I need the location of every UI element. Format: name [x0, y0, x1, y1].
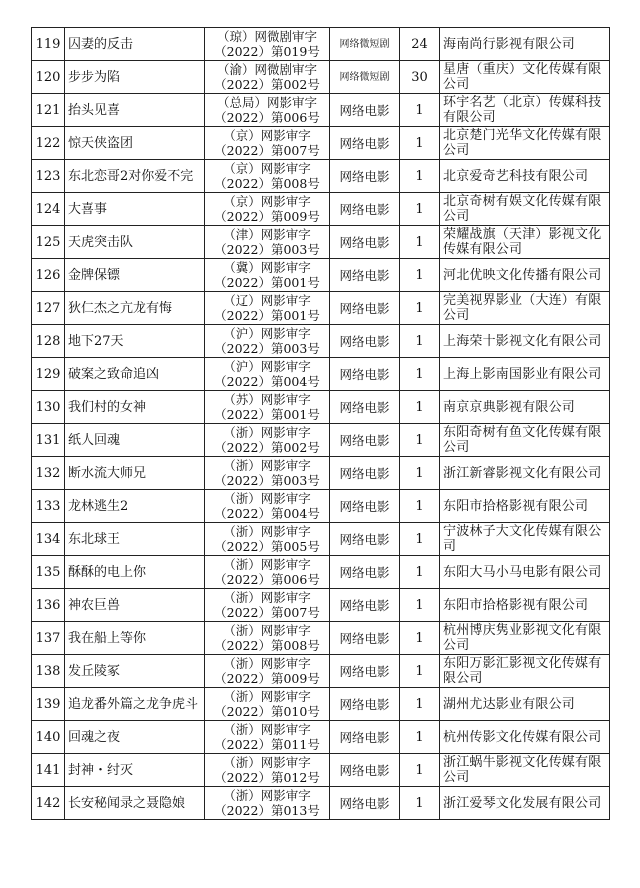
license-number	[205, 589, 330, 622]
table-row	[32, 424, 610, 457]
license-line-1: （浙）网影审字	[223, 689, 311, 704]
table-row	[32, 193, 610, 226]
row-number: 124	[32, 193, 65, 226]
production-company: 北京爱奇艺科技有限公司	[440, 160, 610, 193]
table-row	[32, 358, 610, 391]
episode-count: 1	[400, 490, 440, 523]
table-row	[32, 226, 610, 259]
episode-count: 1	[400, 391, 440, 424]
production-company: 湖州尤达影业有限公司	[440, 688, 610, 721]
work-title: 破案之致命追凶	[65, 358, 205, 391]
table-row	[32, 28, 610, 61]
license-number	[205, 754, 330, 787]
license-line-2: （2022）第008号	[214, 176, 320, 191]
row-number: 127	[32, 292, 65, 325]
table-row	[32, 556, 610, 589]
license-line-2: （2022）第001号	[214, 275, 320, 290]
license-line-1: （辽）网影审字	[223, 293, 311, 308]
license-line-2: （2022）第011号	[214, 737, 320, 752]
table-row	[32, 325, 610, 358]
license-number	[205, 556, 330, 589]
row-number: 133	[32, 490, 65, 523]
table-row	[32, 523, 610, 556]
row-number: 141	[32, 754, 65, 787]
work-type: 网络电影	[330, 259, 400, 292]
table-row	[32, 490, 610, 523]
episode-count: 30	[400, 61, 440, 94]
license-number	[205, 127, 330, 160]
license-line-1: （浙）网影审字	[223, 755, 311, 770]
license-line-2: （2022）第006号	[214, 572, 320, 587]
license-number	[205, 226, 330, 259]
production-company: 杭州博庆隽业影视文化有限公司	[440, 622, 610, 655]
episode-count: 1	[400, 589, 440, 622]
license-line-2: （2022）第013号	[214, 803, 320, 818]
work-title: 地下27天	[65, 325, 205, 358]
license-number	[205, 688, 330, 721]
work-title: 我在船上等你	[65, 622, 205, 655]
work-title: 金牌保镖	[65, 259, 205, 292]
row-number: 136	[32, 589, 65, 622]
row-number: 123	[32, 160, 65, 193]
row-number: 132	[32, 457, 65, 490]
production-company: 河北优映文化传播有限公司	[440, 259, 610, 292]
license-line-1: （浙）网影审字	[223, 623, 311, 638]
production-company: 杭州传影文化传媒有限公司	[440, 721, 610, 754]
work-type: 网络微短剧	[330, 28, 400, 61]
work-title: 大喜事	[65, 193, 205, 226]
production-company: 东阳市拾格影视有限公司	[440, 589, 610, 622]
license-line-2: （2022）第003号	[214, 341, 320, 356]
row-number: 128	[32, 325, 65, 358]
license-number	[205, 490, 330, 523]
work-title: 抬头见喜	[65, 94, 205, 127]
work-type: 网络电影	[330, 193, 400, 226]
license-line-1: （浙）网影审字	[223, 557, 311, 572]
license-line-1: （琼）网微剧审字	[216, 29, 317, 44]
table-row	[32, 655, 610, 688]
license-line-2: （2022）第007号	[214, 605, 320, 620]
production-company: 星唐（重庆）文化传媒有限公司	[440, 61, 610, 94]
row-number: 131	[32, 424, 65, 457]
license-line-2: （2022）第002号	[214, 440, 320, 455]
work-type: 网络电影	[330, 523, 400, 556]
table-row	[32, 259, 610, 292]
license-number	[205, 523, 330, 556]
production-company: 东阳奇树有鱼文化传媒有限公司	[440, 424, 610, 457]
work-title: 天虎突击队	[65, 226, 205, 259]
license-number	[205, 358, 330, 391]
row-number: 130	[32, 391, 65, 424]
license-line-2: （2022）第005号	[214, 539, 320, 554]
production-company: 海南尚行影视有限公司	[440, 28, 610, 61]
production-company: 上海荣十影视文化有限公司	[440, 325, 610, 358]
license-number	[205, 787, 330, 820]
episode-count: 1	[400, 655, 440, 688]
license-number	[205, 259, 330, 292]
license-line-2: （2022）第002号	[214, 77, 320, 92]
episode-count: 1	[400, 358, 440, 391]
work-type: 网络电影	[330, 622, 400, 655]
episode-count: 1	[400, 424, 440, 457]
license-line-1: （京）网影审字	[223, 194, 311, 209]
license-line-1: （津）网影审字	[223, 227, 311, 242]
work-type: 网络电影	[330, 424, 400, 457]
episode-count: 1	[400, 226, 440, 259]
work-title: 步步为陷	[65, 61, 205, 94]
work-type: 网络电影	[330, 127, 400, 160]
work-title: 我们村的女神	[65, 391, 205, 424]
work-title: 龙林逃生2	[65, 490, 205, 523]
row-number: 120	[32, 61, 65, 94]
license-line-1: （浙）网影审字	[223, 458, 311, 473]
work-type: 网络电影	[330, 589, 400, 622]
work-title: 长安秘闻录之聂隐娘	[65, 787, 205, 820]
license-line-1: （浙）网影审字	[223, 524, 311, 539]
license-line-1: （苏）网影审字	[223, 392, 311, 407]
license-line-1: （渝）网微剧审字	[216, 62, 317, 77]
work-type: 网络电影	[330, 457, 400, 490]
table-row	[32, 622, 610, 655]
license-line-2: （2022）第019号	[214, 44, 320, 59]
license-number	[205, 61, 330, 94]
episode-count: 24	[400, 28, 440, 61]
license-number	[205, 160, 330, 193]
row-number: 142	[32, 787, 65, 820]
license-line-2: （2022）第003号	[214, 473, 320, 488]
episode-count: 1	[400, 193, 440, 226]
table-row	[32, 61, 610, 94]
work-type: 网络电影	[330, 94, 400, 127]
license-number	[205, 28, 330, 61]
work-title: 神农巨兽	[65, 589, 205, 622]
table-row	[32, 391, 610, 424]
episode-count: 1	[400, 127, 440, 160]
work-type: 网络电影	[330, 721, 400, 754]
work-title: 追龙番外篇之龙争虎斗	[65, 688, 205, 721]
episode-count: 1	[400, 556, 440, 589]
row-number: 122	[32, 127, 65, 160]
approval-table	[31, 27, 610, 820]
table-row	[32, 787, 610, 820]
work-type: 网络电影	[330, 358, 400, 391]
episode-count: 1	[400, 787, 440, 820]
license-line-2: （2022）第004号	[214, 374, 320, 389]
production-company: 东阳大马小马电影有限公司	[440, 556, 610, 589]
license-line-1: （浙）网影审字	[223, 491, 311, 506]
license-number	[205, 325, 330, 358]
row-number: 121	[32, 94, 65, 127]
license-number	[205, 655, 330, 688]
license-line-2: （2022）第001号	[214, 308, 320, 323]
license-number	[205, 391, 330, 424]
production-company: 宁波林子大文化传媒有限公司	[440, 523, 610, 556]
license-line-1: （浙）网影审字	[223, 788, 311, 803]
work-title: 发丘陵冢	[65, 655, 205, 688]
production-company: 浙江蜗牛影视文化传媒有限公司	[440, 754, 610, 787]
license-line-2: （2022）第004号	[214, 506, 320, 521]
production-company: 荣耀战旗（天津）影视文化传媒有限公司	[440, 226, 610, 259]
row-number: 139	[32, 688, 65, 721]
table-row	[32, 721, 610, 754]
work-type: 网络电影	[330, 688, 400, 721]
work-title: 东北恋哥2对你爱不完	[65, 160, 205, 193]
episode-count: 1	[400, 622, 440, 655]
episode-count: 1	[400, 688, 440, 721]
table-row	[32, 160, 610, 193]
work-type: 网络微短剧	[330, 61, 400, 94]
row-number: 137	[32, 622, 65, 655]
work-title: 纸人回魂	[65, 424, 205, 457]
license-line-2: （2022）第009号	[214, 671, 320, 686]
episode-count: 1	[400, 292, 440, 325]
work-title: 封神・纣灭	[65, 754, 205, 787]
episode-count: 1	[400, 259, 440, 292]
work-type: 网络电影	[330, 391, 400, 424]
license-line-2: （2022）第008号	[214, 638, 320, 653]
work-type: 网络电影	[330, 325, 400, 358]
license-line-1: （京）网影审字	[223, 161, 311, 176]
row-number: 140	[32, 721, 65, 754]
work-title: 惊天侠盗团	[65, 127, 205, 160]
production-company: 南京京典影视有限公司	[440, 391, 610, 424]
work-type: 网络电影	[330, 292, 400, 325]
work-title: 回魂之夜	[65, 721, 205, 754]
row-number: 134	[32, 523, 65, 556]
license-line-1: （京）网影审字	[223, 128, 311, 143]
work-type: 网络电影	[330, 556, 400, 589]
license-line-1: （沪）网影审字	[223, 326, 311, 341]
table-row	[32, 457, 610, 490]
license-line-2: （2022）第007号	[214, 143, 320, 158]
license-number	[205, 94, 330, 127]
license-line-2: （2022）第001号	[214, 407, 320, 422]
table-row	[32, 127, 610, 160]
work-type: 网络电影	[330, 754, 400, 787]
row-number: 126	[32, 259, 65, 292]
work-type: 网络电影	[330, 226, 400, 259]
license-line-1: （总局）网影审字	[216, 95, 317, 110]
episode-count: 1	[400, 160, 440, 193]
license-line-2: （2022）第010号	[214, 704, 320, 719]
production-company: 东阳市拾格影视有限公司	[440, 490, 610, 523]
license-line-2: （2022）第003号	[214, 242, 320, 257]
episode-count: 1	[400, 754, 440, 787]
license-number	[205, 622, 330, 655]
production-company: 浙江新睿影视文化有限公司	[440, 457, 610, 490]
production-company: 北京奇树有娱文化传媒有限公司	[440, 193, 610, 226]
license-line-1: （冀）网影审字	[223, 260, 311, 275]
episode-count: 1	[400, 721, 440, 754]
row-number: 129	[32, 358, 65, 391]
license-number	[205, 457, 330, 490]
work-type: 网络电影	[330, 655, 400, 688]
table-row	[32, 688, 610, 721]
work-type: 网络电影	[330, 160, 400, 193]
work-title: 东北球王	[65, 523, 205, 556]
table-body	[32, 28, 610, 820]
license-line-2: （2022）第009号	[214, 209, 320, 224]
production-company: 东阳万影汇影视文化传媒有限公司	[440, 655, 610, 688]
production-company: 浙江爱琴文化发展有限公司	[440, 787, 610, 820]
work-type: 网络电影	[330, 490, 400, 523]
license-line-1: （沪）网影审字	[223, 359, 311, 374]
license-number	[205, 721, 330, 754]
license-number	[205, 424, 330, 457]
episode-count: 1	[400, 457, 440, 490]
license-line-1: （浙）网影审字	[223, 722, 311, 737]
license-line-2: （2022）第012号	[214, 770, 320, 785]
row-number: 125	[32, 226, 65, 259]
row-number: 119	[32, 28, 65, 61]
license-line-1: （浙）网影审字	[223, 425, 311, 440]
production-company: 完美视界影业（大连）有限公司	[440, 292, 610, 325]
production-company: 上海上影南国影业有限公司	[440, 358, 610, 391]
work-title: 酥酥的电上你	[65, 556, 205, 589]
row-number: 138	[32, 655, 65, 688]
table-row	[32, 292, 610, 325]
license-line-1: （浙）网影审字	[223, 590, 311, 605]
license-line-2: （2022）第006号	[214, 110, 320, 125]
work-title: 囚妻的反击	[65, 28, 205, 61]
table-row	[32, 589, 610, 622]
production-company: 环宇名艺（北京）传媒科技有限公司	[440, 94, 610, 127]
table-row	[32, 754, 610, 787]
production-company: 北京楚门光华文化传媒有限公司	[440, 127, 610, 160]
work-title: 狄仁杰之亢龙有悔	[65, 292, 205, 325]
episode-count: 1	[400, 94, 440, 127]
work-title: 断水流大师兄	[65, 457, 205, 490]
license-line-1: （浙）网影审字	[223, 656, 311, 671]
episode-count: 1	[400, 325, 440, 358]
license-number	[205, 292, 330, 325]
table-row	[32, 94, 610, 127]
work-type: 网络电影	[330, 787, 400, 820]
license-number	[205, 193, 330, 226]
row-number: 135	[32, 556, 65, 589]
episode-count: 1	[400, 523, 440, 556]
